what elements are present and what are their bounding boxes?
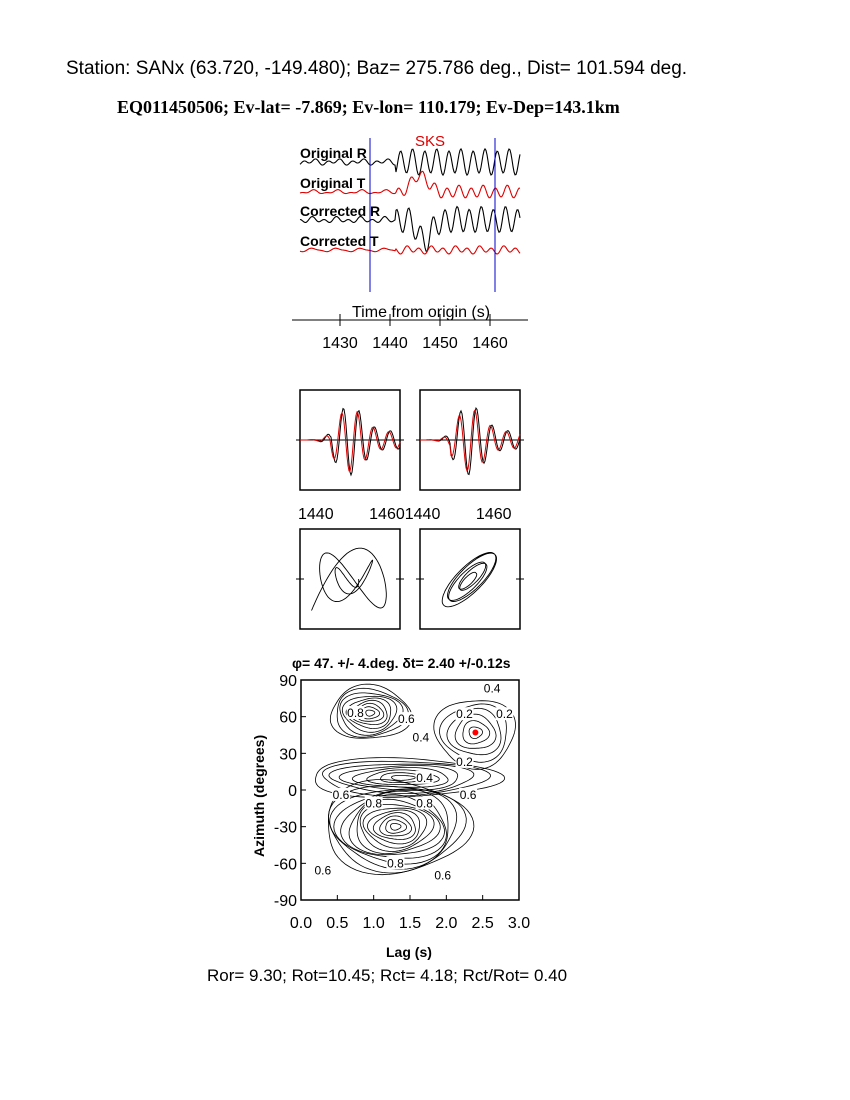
- particle-box-left: [300, 529, 400, 629]
- contour-label: 0.2: [496, 707, 513, 722]
- contour-line: [363, 808, 427, 848]
- time-tick-label: 1450: [422, 335, 458, 352]
- contour-line: [386, 820, 407, 834]
- contour-label: 0.8: [365, 796, 383, 811]
- overlay-trace: [300, 409, 400, 475]
- pm-curve: [442, 553, 496, 607]
- contour-label: 0.6: [314, 863, 332, 878]
- time-tick-label: 1440: [372, 335, 408, 352]
- contour-label: 0.2: [456, 707, 473, 722]
- contour-label: 0.2: [456, 754, 473, 769]
- station-title: Station: SANx (63.720, -149.480); Baz= 275.786 deg., Dist= 101.594 deg.: [66, 58, 688, 79]
- overlay-traces: [296, 408, 524, 475]
- contour-label: 0.4: [412, 730, 430, 745]
- contour-label: 0.4: [483, 681, 501, 696]
- overlay-tick-strip: 1440 14601440 1460: [298, 506, 512, 523]
- contour-line: [366, 710, 375, 716]
- lag-tick-label: 3.0: [507, 915, 531, 932]
- contour-label: 0.6: [434, 868, 452, 883]
- contour-label: 0.6: [398, 712, 415, 727]
- lag-axis-label: Lag (s): [386, 944, 432, 960]
- particle-box-right: [420, 529, 520, 629]
- overlay-trace: [300, 412, 400, 471]
- azimuth-tick-label: 30: [279, 746, 297, 764]
- pm-curve: [312, 548, 387, 610]
- time-tick-label: 1430: [322, 335, 358, 352]
- contour-title: φ= 47. +/- 4.deg. δt= 2.40 +/-0.12s: [292, 655, 511, 671]
- lag-tick-label: 2.5: [471, 915, 494, 932]
- time-axis-label: Time from origin (s): [352, 304, 491, 321]
- azimuth-tick-label: -30: [273, 819, 297, 837]
- waveform-panel: [280, 132, 540, 357]
- lag-tick-label: 0.5: [326, 915, 349, 932]
- waveform-series-labels: [300, 145, 380, 249]
- time-tick-label: 1460: [472, 335, 508, 352]
- overlay-trace: [420, 408, 520, 474]
- particle-motion-traces: [296, 548, 524, 610]
- azimuth-tick-label: 0: [288, 783, 297, 800]
- contour-panel: [240, 652, 550, 964]
- particle-motion-panels: [290, 525, 540, 635]
- waveform-series-label: Corrected R: [300, 203, 381, 219]
- contour-line: [391, 823, 402, 830]
- contour-label: 0.4: [416, 770, 433, 785]
- waveform-series-label: Original T: [300, 175, 366, 191]
- contour-label: 0.6: [332, 787, 350, 802]
- azimuth-tick-label: -60: [273, 856, 297, 874]
- waveform-overlay-panels: [290, 385, 540, 525]
- azimuth-tick-label: -90: [273, 893, 297, 910]
- contour-line: [392, 775, 416, 780]
- overlay-trace: [420, 410, 520, 471]
- sks-phase-label: SKS: [415, 133, 446, 150]
- azimuth-tick-label: 60: [279, 709, 297, 727]
- contour-label: 0.8: [387, 856, 404, 871]
- waveform-series-label: Corrected T: [300, 233, 379, 249]
- contour-label: 0.6: [459, 787, 477, 802]
- azimuth-axis-label: Azimuth (degrees): [251, 734, 267, 857]
- contour-label: 0.8: [347, 706, 364, 720]
- waveform-series-label: Original R: [300, 145, 367, 161]
- ratio-footer: Ror= 9.30; Rot=10.45; Rct= 4.18; Rct/Rot= 0.40: [207, 966, 568, 985]
- lag-tick-label: 1.0: [362, 915, 385, 932]
- best-fit-marker: [472, 730, 478, 736]
- contour-label: 0.8: [416, 796, 433, 811]
- azimuth-tick-label: 90: [279, 673, 297, 690]
- event-title: EQ011450506; Ev-lat= -7.869; Ev-lon= 110.179; Ev-Dep=143.1km: [117, 97, 620, 117]
- lag-tick-label: 0.0: [289, 915, 313, 932]
- lag-tick-label: 2.0: [435, 915, 458, 932]
- lag-tick-label: 1.5: [398, 915, 422, 932]
